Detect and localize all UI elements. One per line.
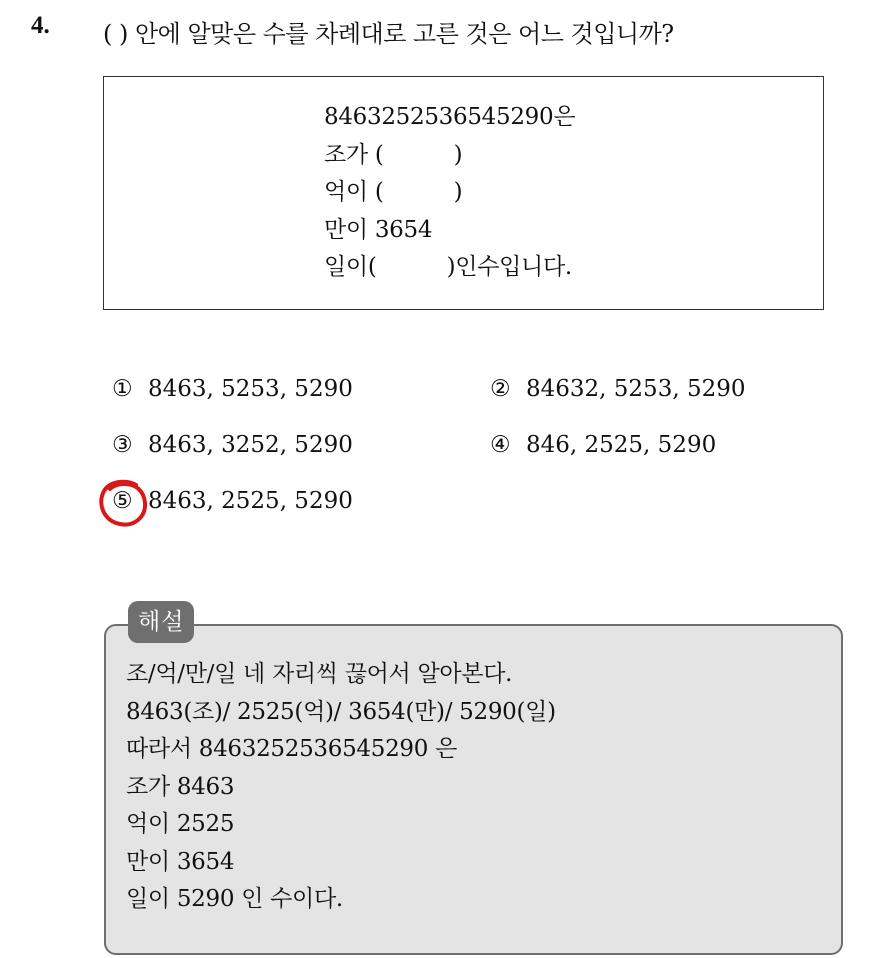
explanation-box [104,624,843,955]
explanation-lines [126,656,556,919]
explanation-tag: 해설 [128,601,194,643]
choice-2-text: 84632, 5253, 5290 [526,376,746,402]
problem-line: 만이 3654 [324,216,433,243]
explanation-line: 따라서 8463252536545290 은 [126,736,458,762]
choice-2-mark: ② [490,376,511,402]
choice-5-mark: ⑤ [112,488,133,514]
choice-2[interactable] [490,376,745,402]
choice-3-mark: ③ [112,432,133,458]
question-text: ( ) 안에 알맞은 수를 차례대로 고른 것은 어느 것입니까? [103,20,674,48]
choice-1-mark: ① [112,376,133,402]
choice-1[interactable] [112,376,353,402]
choice-3-text: 8463, 3252, 5290 [148,432,353,458]
choice-4-mark: ④ [490,432,511,458]
choice-1-text: 8463, 5253, 5290 [148,376,353,402]
choice-5[interactable] [112,488,353,514]
problem-line: 일이( )인수입니다. [324,254,572,280]
explanation-line: 조가 8463 [126,773,235,800]
choice-5-text: 8463, 2525, 5290 [148,488,353,514]
problem-line: 조가 ( ) [324,141,463,168]
problem-lines [324,99,575,287]
explanation-line: 억이 2525 [126,811,235,837]
choice-3[interactable] [112,432,353,458]
problem-line: 억이 ( ) [324,179,463,205]
choice-4-text: 846, 2525, 5290 [526,432,717,458]
problem-line: 8463252536545290은 [324,104,576,130]
explanation-line: 일이 5290 인 수이다. [126,886,343,912]
explanation-line: 만이 3654 [126,848,235,875]
explanation-line: 8463(조)/ 2525(억)/ 3654(만)/ 5290(일) [126,698,556,725]
choice-4[interactable] [490,432,716,458]
question-number: 4. [31,12,50,39]
explanation-line: 조/억/만/일 네 자리씩 끊어서 알아본다. [126,661,513,687]
problem-box [103,76,824,310]
